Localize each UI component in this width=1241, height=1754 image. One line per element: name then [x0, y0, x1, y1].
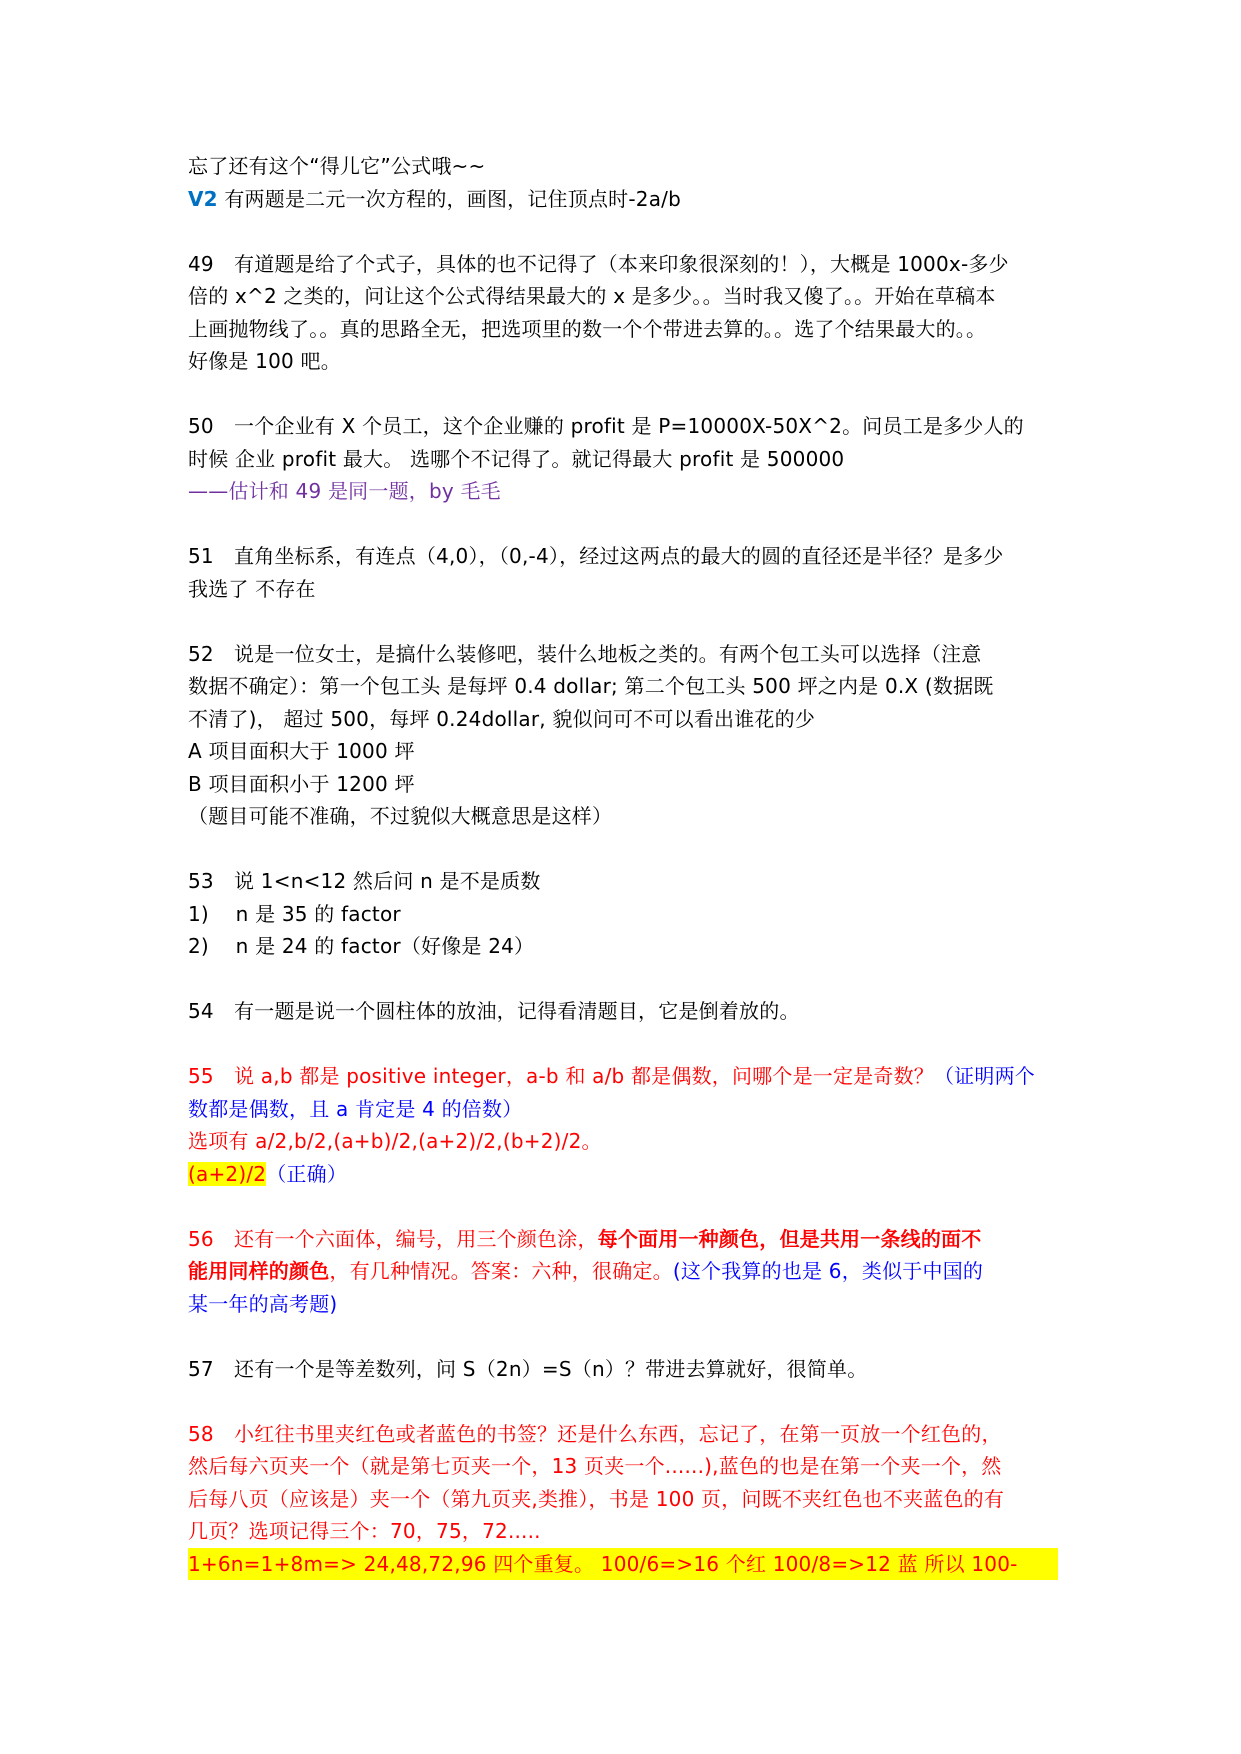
q55-line-1	[188, 1060, 1058, 1093]
q58-line-4: 几页？选项记得三个：70，75，72.....	[188, 1519, 541, 1543]
q54-line-1: 54 有一题是说一个圆柱体的放油，记得看清题目，它是倒着放的。	[188, 999, 800, 1023]
q55-note-end: 数都是偶数，且 a 肯定是 4 的倍数）	[188, 1096, 523, 1121]
document-page	[188, 150, 1058, 1580]
v2-tag: V2	[188, 186, 218, 211]
q52-line-3: 不清了)， 超过 500，每坪 0.24dollar, 貌似问可不可以看出谁花的少	[188, 706, 816, 731]
q51-line-2: 我选了 不存在	[188, 576, 316, 601]
q56-rule-end: 能用同样的颜色	[188, 1259, 330, 1283]
q52-option-b: B 项目面积小于 1200 坪	[188, 771, 415, 796]
q50-note: ——估计和 49 是同一题，by 毛毛	[188, 479, 501, 503]
q49-line-4: 好像是 100 吧。	[188, 349, 341, 373]
q58-line-2: 然后每六页夹一个（就是第七页夹一个，13 页夹一个......),蓝色的也是在第一个夹一个，然	[188, 1454, 1002, 1478]
q52-note: （题目可能不准确，不过貌似大概意思是这样）	[188, 804, 613, 828]
q55-answer: (a+2)/2	[188, 1161, 267, 1186]
v2-line	[188, 183, 1058, 216]
q58-line-1: 58 小红往书里夹红色或者蓝色的书签？还是什么东西，忘记了，在第一页放一个红色的，	[188, 1421, 1002, 1446]
q52-line-1: 52 说是一位女士，是搞什么装修吧，装什么地板之类的。有两个包工头可以选择（注意	[188, 641, 982, 666]
q50-line-2: 时候 企业 profit 最大。 选哪个不记得了。就记得最大 profit 是 500000	[188, 446, 845, 471]
q56-intro: 56 还有一个六面体，编号，用三个颜色涂，	[188, 1226, 598, 1251]
q52-option-a: A 项目面积大于 1000 坪	[188, 739, 415, 763]
q56-line-1	[188, 1223, 1058, 1256]
q55-question: 55 说 a,b 都是 positive integer，a-b 和 a/b 都是偶数，问哪个是一定是奇数？	[188, 1064, 934, 1088]
q56-comment-start: (这个我算的也是 6，类似于中国的	[672, 1259, 984, 1283]
q51-line-1: 51 直角坐标系，有连点（4,0），（0,-4），经过这两点的最大的圆的直径还是半径？是多少	[188, 544, 1004, 568]
q49-line-2: 倍的 x^2 之类的，问让这个公式得结果最大的 x 是多少。。当时我又傻了。。开始在草稿本	[188, 284, 996, 308]
v2-text: 有两题是二元一次方程的，画图，记住顶点时-2a/b	[217, 186, 681, 211]
q56-comment-end: 某一年的高考题)	[188, 1291, 338, 1316]
q56-rule-start: 每个面用一种颜色，但是共用一条线的面不	[597, 1226, 982, 1251]
q55-note-start: （证明两个	[933, 1064, 1035, 1088]
q53-item-2: 2) n 是 24 的 factor（好像是 24）	[188, 934, 535, 958]
q56-answer: ，有几种情况。答案：六种，很确定。	[329, 1259, 673, 1283]
q49-line-3: 上画抛物线了。。真的思路全无，把选项里的数一个个带进去算的。。选了个结果最大的。。	[188, 316, 987, 341]
q55-options: 选项有 a/2,b/2,(a+b)/2,(a+2)/2,(b+2)/2。	[188, 1129, 602, 1153]
intro-line: 忘了还有这个“得儿它”公式哦~~	[188, 154, 486, 178]
q58-line-3: 后每八页（应该是）夹一个（第九页夹,类推），书是 100 页，问既不夹红色也不夹蓝色的有	[188, 1486, 1005, 1511]
q52-line-2: 数据不确定）：第一个包工头 是每坪 0.4 dollar; 第二个包工头 500 坪之内是 0.X (数据既	[188, 674, 994, 698]
q58-solution: 1+6n=1+8m=> 24,48,72,96 四个重复。 100/6=>16 个红 100/8=>12 蓝 所以 100-	[188, 1548, 1058, 1581]
q56-line-2	[188, 1255, 1058, 1288]
q55-answer-note: （正确）	[266, 1161, 348, 1186]
q55-answer-line	[188, 1158, 1058, 1191]
q57-line-1: 57 还有一个是等差数列，问 S（2n）=S（n）？带进去算就好，很简单。	[188, 1356, 868, 1381]
q50-line-1: 50 一个企业有 X 个员工，这个企业赚的 profit 是 P=10000X-50X^2。问员工是多少人的	[188, 414, 1024, 438]
q53-line-1: 53 说 1<n<12 然后问 n 是不是质数	[188, 869, 541, 893]
q49-line-1: 49 有道题是给了个式子，具体的也不记得了（本来印象很深刻的！），大概是 1000x-多少	[188, 251, 1009, 276]
q53-item-1: 1) n 是 35 的 factor	[188, 901, 401, 926]
